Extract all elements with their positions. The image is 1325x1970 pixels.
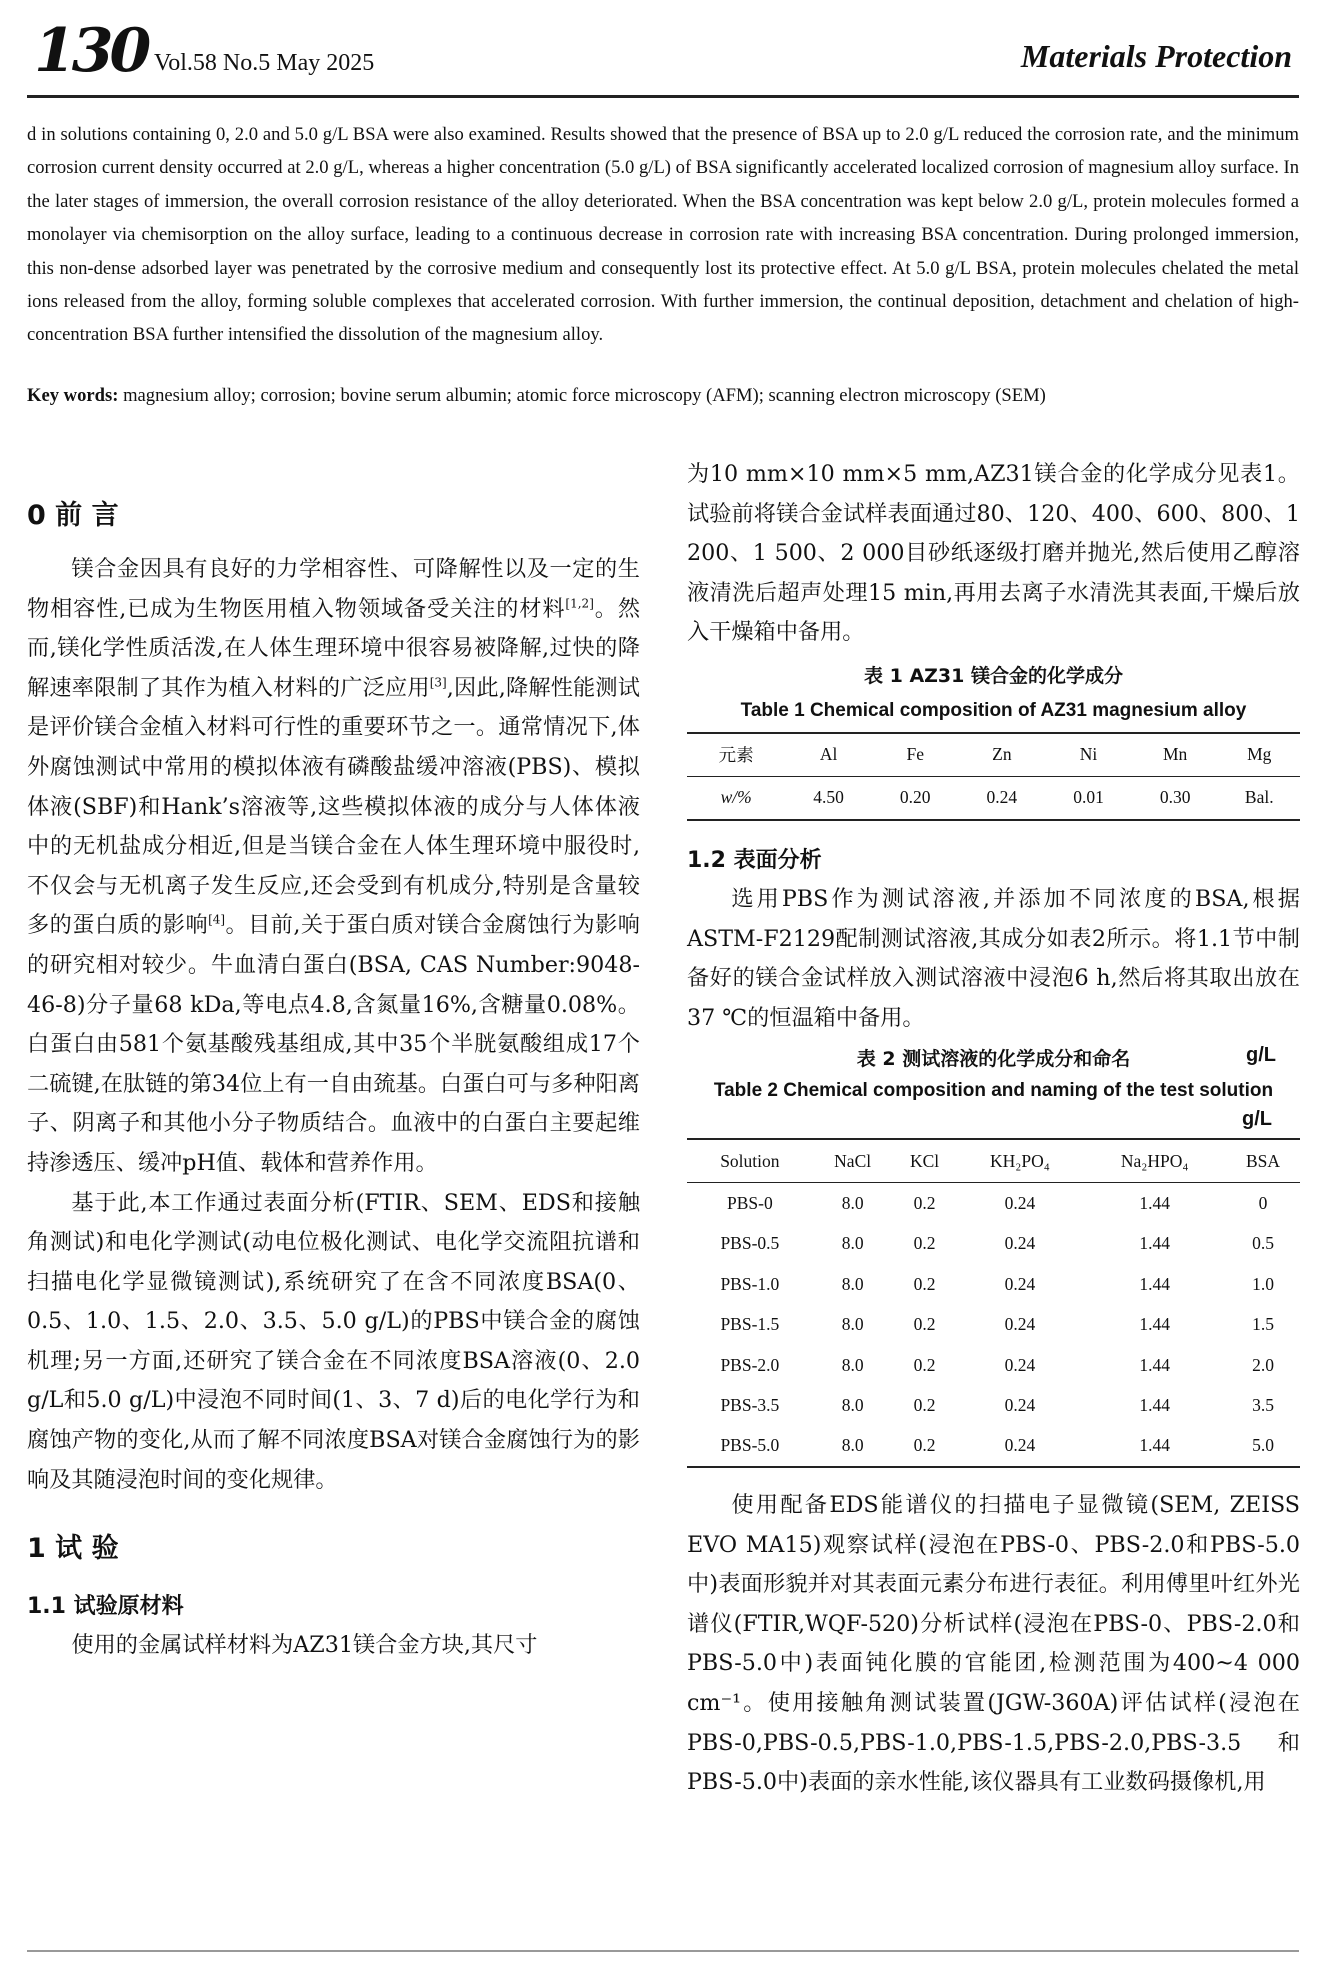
table1-caption-en: Table 1 Chemical composition of AZ31 magnesium alloy [740,699,1247,721]
table2-cell: 0.2 [913,1314,936,1335]
table2-cell: PBS-0 [727,1193,773,1214]
section-1-1-heading: 1.1 试验原材料 [27,1594,184,1620]
page-header [34,16,1292,86]
table2-cell: 0.2 [913,1193,936,1214]
table2-cell: 8.0 [841,1233,864,1254]
citation: [4] [208,912,226,927]
table-row [687,776,1300,820]
experiment-heading: 1 试 验 [27,1533,119,1565]
table2-cell: 1.44 [1139,1354,1170,1375]
table2-cell: 3.5 [1252,1394,1274,1415]
table-row [687,1264,1300,1304]
table2-body [687,1183,1300,1467]
table-row [687,1183,1300,1224]
header-rule [27,95,1299,98]
issue-info: Vol.58 No.5 May 2025 [154,50,375,76]
table2-cell: 0.2 [913,1273,936,1294]
table2-cell: 0 [1258,1193,1268,1214]
table-row [687,1385,1300,1425]
table2-cell: 8.0 [841,1273,864,1294]
table2-cell: 0.2 [913,1233,936,1254]
page-number: 130 [34,16,148,86]
table-row [687,1345,1300,1385]
table2-cell: 0.24 [1004,1314,1036,1335]
table1-header: Al [785,733,872,777]
table2-cell: 1.44 [1139,1394,1170,1415]
table2-cell: PBS-2.0 [720,1354,780,1375]
table2-cell: 0.24 [1004,1394,1036,1415]
table2-header: Solution [687,1139,813,1183]
table2-cell: 1.44 [1139,1193,1170,1214]
intro-paragraph-1: 镁合金因具有良好的力学相容性、可降解性以及一定的生物相容性,已成为生物医用植入物领域备受关注的材料[1,2]。然而,镁化学性质活泼,在人体生理环境中很容易被降解,过快的降解速率限制了其作为植入材料的广泛应用[3],因此,降解性能测试是评价镁合金植入材料可行性的重要环节之一。通常情况下,体外腐蚀测试中常用的模拟体液有磷酸盐缓冲溶液(PBS)、模拟体液(SBF)和Hank’s溶液等,这些模拟体液的成分与人体体液中的无机盐成分相近,但是当镁合金在人体生理环境中服役时,不仅会与无机离子发生反应,还会受到有机成分,特别是含量较多的蛋白质的影响[4]。目前,关于蛋白质对镁合金腐蚀行为影响的研究相对较少。牛血清白蛋白(BSA, CAS Number:9048-46-8)分子量68 kDa,等电点4.8,含氮量16%,含糖量0.08%。白蛋白由581个氨基酸残基组成,其中35个半胱氨酸组成17个二硫键,在肽链的第34位上有一自由巯基。白蛋白可与多种阳离子、阴离子和其他小分子物质结合。血液中的白蛋白主要起维持渗透压、缓冲pH值、载体和营养作用。 [27,556,641,1176]
section-1-1-paragraph-end: 为10 mm×10 mm×5 mm,AZ31镁合金的化学成分见表1。试验前将镁合金试样表面通过80、120、400、600、800、1 200、1 500、2 000目砂纸逐级打磨并抛光,然后使用乙醇溶液清洗后超声处理15 min,再用去离子水清洗其表面,干燥后放入干燥箱中备用。 [687,461,1300,646]
intro-heading: 0 前 言 [27,500,119,531]
table2-cell: 0.2 [913,1354,936,1375]
table2-cell: 0.24 [1004,1193,1036,1214]
table2-caption-cn-row [687,1044,1300,1074]
table-row [687,1224,1300,1264]
abstract-text: d in solutions containing 0, 2.0 and 5.0 g/L BSA were also examined. Results showed that the presence of BSA up to 2.0 g/L reduced the corrosion rate, and the minimum corrosion current density occurred at 2.0 g/L, whereas a higher concentration (5.0 g/L) of BSA significantly accelerated localized corrosion of magnesium alloy surface. In the later stages of immersion, the overall corrosion resistance of the alloy deteriorated. When the BSA concentration was kept below 2.0 g/L, protein molecules formed a monolayer via chemisorption on the alloy surface, leading to a continuous decrease in corrosion rate with increasing BSA concentration. During prolonged immersion, this non-dense adsorbed layer was penetrated by the corrosive medium and consequently lost its protective effect. At 5.0 g/L BSA, protein molecules chelated the metal ions released from the alloy, forming soluble complexes that accelerated corrosion. With further immersion, the continual deposition, detachment and chelation of high-concentration BSA further intensified the dissolution of the magnesium alloy. [27,124,1299,346]
table1-header: Mn [1132,733,1219,777]
table2-header: NaCl [813,1139,893,1183]
intro-paragraph-2: 基于此,本工作通过表面分析(FTIR、SEM、EDS和接触角测试)和电化学测试(动电位极化测试、电化学交流阻抗谱和扫描电化学显微镜测试),系统研究了在含不同浓度BSA(0、0.5、1.0、1.5、2.0、3.5、5.0 g/L)的PBS中镁合金的腐蚀机理;另一方面,还研究了镁合金在不同浓度BSA溶液(0、2.0 g/L和5.0 g/L)中浸泡不同时间(1、3、7 d)后的电化学行为和腐蚀产物的变化,从而了解不同浓度BSA对镁合金腐蚀行为的影响及其随浸泡时间的变化规律。 [27,1189,640,1493]
journal-name: Materials Protection [1020,38,1292,74]
table1-header: 元素 [687,733,785,777]
table2-unit-row [687,1102,1300,1138]
section-1-2-paragraph-1: 选用PBS作为测试溶液,并添加不同浓度的BSA,根据ASTM-F2129配制测试溶液,其成分如表2所示。将1.1节中制备好的镁合金试样放入测试溶液中浸泡6 h,然后将其取出放在37 ℃的恒温箱中备用。 [687,885,1300,1031]
table2-header: Na₂HPO₄ [1083,1139,1226,1183]
table1-caption-cn: 表 1 AZ31 镁合金的化学成分 [864,664,1123,687]
table1-cell: 0.20 [899,787,931,808]
table2-cell: 0.24 [1004,1354,1036,1375]
table2-unit-cn: g/L [1246,1044,1276,1067]
table1-cell: w/% [720,787,752,808]
table2-cell: 0.5 [1252,1233,1274,1254]
table2-cell: PBS-1.0 [720,1273,780,1294]
table2-header: BSA [1226,1139,1300,1183]
table-row [687,1305,1300,1345]
table2-caption-en: Table 2 Chemical composition and naming of the test solution [713,1080,1274,1102]
table2-cell: 0.24 [1004,1273,1036,1294]
table1-cell: Bal. [1244,787,1274,808]
table2-cell: 8.0 [841,1193,864,1214]
table2-cell: 8.0 [841,1435,864,1456]
table2-cell: 1.5 [1252,1314,1274,1335]
table2-cell: PBS-0.5 [720,1233,780,1254]
table2-cell: PBS-3.5 [720,1394,780,1415]
table2-header: KCl [893,1139,957,1183]
table1 [687,732,1300,821]
table2-cell: 0.24 [1004,1435,1036,1456]
table-row [687,1426,1300,1467]
table2-cell: 8.0 [841,1394,864,1415]
table2-header: KH₂PO₄ [957,1139,1084,1183]
table2-cell: PBS-5.0 [720,1435,780,1456]
table2-cell: 1.44 [1139,1273,1170,1294]
section-1-2-paragraph-2: 使用配备EDS能谱仪的扫描电子显微镜(SEM, ZEISS EVO MA15)观察试样(浸泡在PBS-0、PBS-2.0和PBS-5.0中)表面形貌并对其表面元素分布进行表征。利用傅里叶红外光谱仪(FTIR,WQF-520)分析试样(浸泡在PBS-0、PBS-2.0和PBS-5.0中)表面钝化膜的官能团,检测范围为400~4 000 cm⁻¹。使用接触角测试装置(JGW-360A)评估试样(浸泡在PBS-0,PBS-0.5,PBS-1.0,PBS-1.5,PBS-2.0,PBS-3.5和PBS-5.0中)表面的亲水性能,该仪器具有工业数码摄像机,用 [687,1492,1300,1796]
keywords-label: Key words: [27,385,119,406]
table2-cell: 0.2 [913,1394,936,1415]
table2 [687,1138,1300,1468]
table1-cell: 4.50 [813,787,844,808]
table2-cell: 1.44 [1139,1435,1170,1456]
keywords [27,385,1299,407]
table2-cell: 0.2 [913,1435,936,1456]
table2-cell: 5.0 [1252,1435,1274,1456]
table1-header: Fe [872,733,959,777]
table2-cell: 0.24 [1004,1233,1036,1254]
table2-cell: 2.0 [1252,1354,1274,1375]
table1-cell: 0.24 [986,787,1018,808]
citation: [1,2] [565,596,594,611]
table1-header: Ni [1045,733,1132,777]
table1-cell: 0.01 [1073,787,1104,808]
table1-cell: 0.30 [1159,787,1191,808]
section-1-2-heading: 1.2 表面分析 [687,847,822,873]
table2-cell: 1.44 [1139,1314,1170,1335]
section-1-1-paragraph-start: 使用的金属试样材料为AZ31镁合金方块,其尺寸 [71,1632,538,1659]
table2-cell: 8.0 [841,1354,864,1375]
citation: [3] [429,675,447,690]
table1-header: Zn [959,733,1046,777]
table2-caption-cn: 表 2 测试溶液的化学成分和命名 [856,1048,1131,1071]
table2-cell: PBS-1.5 [720,1314,780,1335]
left-column [27,455,640,1666]
table2-cell: 8.0 [841,1314,864,1335]
table2-cell: 1.44 [1139,1233,1170,1254]
table2-cell: 1.0 [1252,1273,1274,1294]
keywords-list: magnesium alloy; corrosion; bovine serum albumin; atomic force microscopy (AFM); scanning electron microscopy (SEM) [123,385,1046,406]
table2-unit-en: g/L [1242,1108,1272,1131]
footer-rule [27,1950,1299,1952]
table1-header: Mg [1218,733,1300,777]
right-column [687,455,1300,1803]
